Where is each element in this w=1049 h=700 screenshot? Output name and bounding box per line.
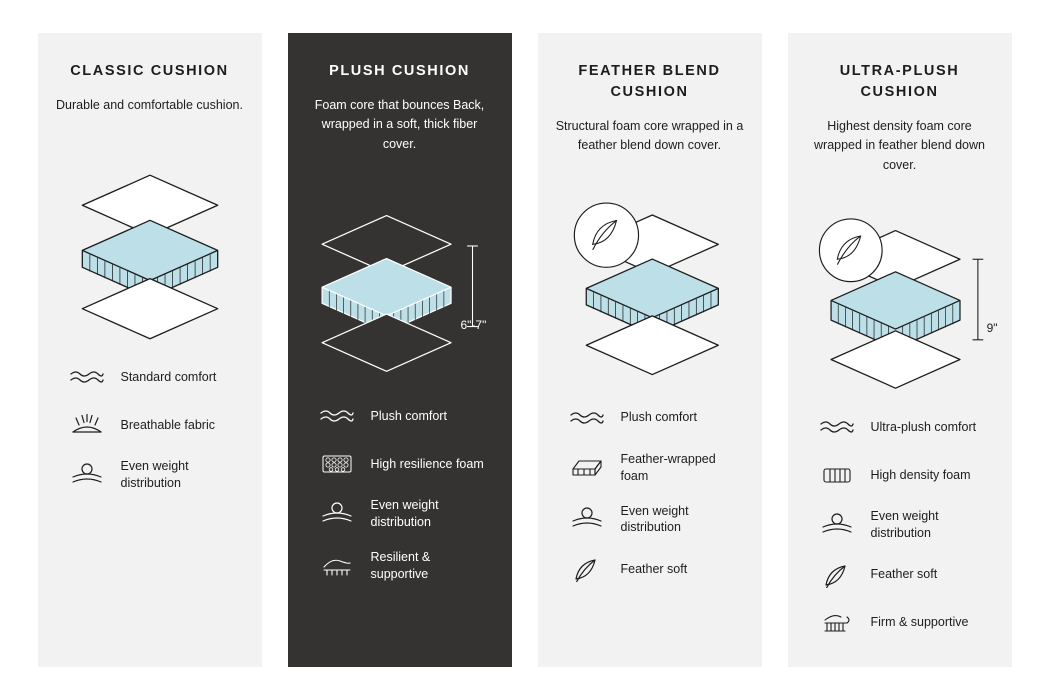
feature-item (816, 460, 994, 490)
wave-icon (566, 408, 608, 428)
feature-label: Standard comfort (120, 369, 217, 384)
feature-label: Breathable fabric (120, 417, 216, 432)
cushion-card-ultra-plush (788, 33, 1012, 667)
ultra-plush-layers-svg (806, 193, 994, 398)
feature-item (66, 410, 244, 440)
feature-label: Even weight distribution (620, 503, 689, 535)
card-description: Durable and comfortable cushion. (56, 98, 243, 113)
feature-label: High density foam (870, 467, 971, 482)
high-density-foam-icon (816, 463, 858, 487)
feature-label: Plush comfort (620, 410, 697, 425)
feature-list (556, 403, 744, 603)
even-weight-icon (566, 506, 608, 532)
resilient-support-icon (316, 553, 358, 579)
feature-item (566, 554, 744, 584)
feature-label: Ultra-plush comfort (870, 419, 977, 434)
feature-label: Even weight distribution (370, 498, 439, 530)
leaf-icon (566, 556, 608, 582)
feature-label: Firm & supportive (870, 615, 969, 630)
feature-item (816, 508, 994, 542)
even-weight-icon (66, 462, 108, 488)
feature-item (816, 608, 994, 638)
feature-label: Resilient & supportive (370, 549, 431, 581)
height-measurement-label: 9" (986, 321, 998, 335)
card-title: ULTRA-PLUSH CUSHION (839, 63, 960, 101)
wave-icon (816, 417, 858, 437)
cushion-card-classic (38, 33, 262, 667)
leaf-badge-icon (574, 203, 638, 267)
feature-item (816, 412, 994, 442)
card-description: Foam core that bounces Back, wrapped in a soft, thick fiber cover. (314, 98, 485, 151)
feature-list (806, 412, 994, 656)
firm-support-icon (816, 610, 858, 636)
classic-layers-svg (56, 141, 244, 341)
cushion-layers-illustration (56, 133, 244, 348)
feature-item (566, 403, 744, 433)
feature-label: Feather-wrapped foam (620, 451, 716, 483)
cushion-card-feather-blend (538, 33, 762, 667)
feature-label: Plush comfort (370, 408, 447, 423)
cushion-layers-illustration (306, 172, 494, 387)
honeycomb-icon (316, 451, 358, 477)
feature-item (566, 451, 744, 485)
feature-label: High resilience foam (370, 456, 484, 471)
leaf-icon (816, 562, 858, 588)
even-weight-icon (316, 501, 358, 527)
cushion-layers-illustration (806, 193, 994, 398)
feature-list (56, 362, 244, 510)
feature-item (316, 449, 494, 479)
feature-label: Even weight distribution (870, 509, 939, 541)
leaf-badge-icon (819, 219, 882, 282)
feature-item (316, 549, 494, 583)
feature-item (316, 497, 494, 531)
feather-blend-layers-svg (556, 179, 744, 384)
feature-item (66, 458, 244, 492)
feature-item (316, 401, 494, 431)
feature-item (66, 362, 244, 392)
feather-wrapped-foam-icon (566, 455, 608, 481)
card-description: Structural foam core wrapped in a feather blend down cover. (555, 119, 744, 153)
height-measurement-label: 6"-7" (460, 318, 487, 332)
wave-icon (316, 406, 358, 426)
wave-icon (66, 367, 108, 387)
plush-layers-svg (306, 180, 494, 380)
breathable-fabric-icon (66, 412, 108, 438)
card-description: Highest density foam core wrapped in feather blend down cover. (814, 119, 985, 172)
feature-list (306, 401, 494, 601)
feature-label: Feather soft (870, 567, 938, 582)
feature-label: Even weight distribution (120, 459, 189, 491)
card-title: FEATHER BLEND CUSHION (578, 63, 721, 101)
card-title: CLASSIC CUSHION (70, 63, 229, 79)
card-title: PLUSH CUSHION (329, 63, 470, 79)
feature-item (566, 503, 744, 537)
cushion-card-plush (288, 33, 512, 667)
feature-label: Feather soft (620, 561, 688, 576)
cushion-layers-illustration (556, 174, 744, 389)
feature-item (816, 560, 994, 590)
even-weight-icon (816, 512, 858, 538)
